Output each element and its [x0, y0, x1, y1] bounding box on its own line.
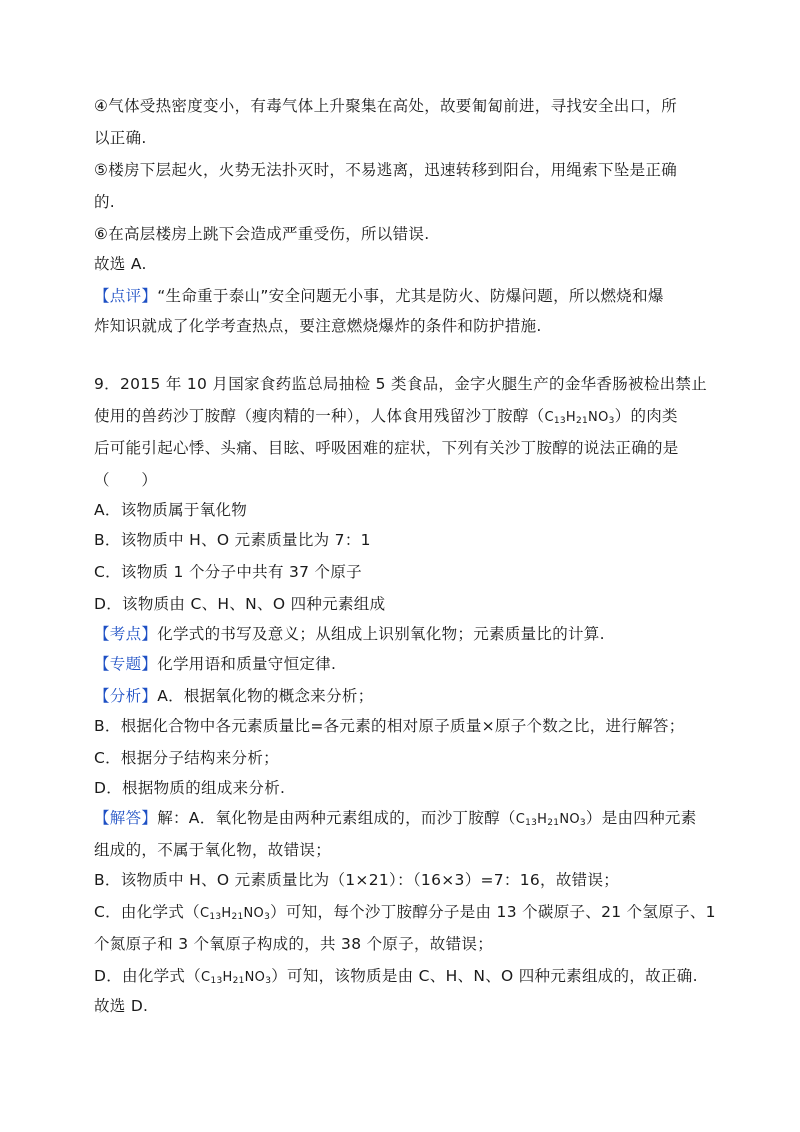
solution-line-5a: ⑤楼房下层起火，火势无法扑灭时，不易逃离，迅速转移到阳台，用绳索下坠是正确: [94, 161, 677, 179]
solution-line-4a: ④气体受热密度变小，有毒气体上升聚集在高处，故要匍匐前进，寻找安全出口，所: [94, 97, 677, 115]
jieda-line-c2: 个氮原子和 3 个氧原子构成的，共 38 个原子，故错误；: [94, 935, 493, 953]
jieda-line-a2: 组成的，不属于氧化物，故错误；: [94, 841, 332, 859]
formula: $C_{13}H_{21}NO_3$: [515, 812, 586, 828]
fenxi-line-b: B．根据化合物中各元素质量比=各元素的相对原子质量×原子个数之比，进行解答；: [94, 717, 685, 735]
option-a: A．该物质属于氧化物: [94, 501, 248, 519]
zhuanti-line: 【专题】化学用语和质量守恒定律.: [94, 655, 337, 673]
solution-line-4b: 以正确.: [94, 129, 147, 147]
formula: $C_{13}H_{21}NO_3$: [544, 410, 615, 426]
zhuanti-tag: 【专题】: [94, 655, 158, 673]
comment-tag: 【点评】: [94, 287, 158, 305]
option-b: B．该物质中 H、O 元素质量比为 7：1: [94, 531, 371, 549]
comment-line-b: 炸知识就成了化学考查热点，要注意燃烧爆炸的条件和防护措施.: [94, 317, 542, 335]
jieda-line-a1: 【解答】解：A．氧化物是由两种元素组成的，而沙丁胺醇$(C_{13}H_{21}NO_3)$是由四种元素: [94, 809, 697, 828]
kaodian-tag: 【考点】: [94, 625, 158, 643]
question-line-1: 9．2015 年 10 月国家食药监总局抽检 5 类食品，金字火腿生产的金华香肠被检出禁止: [94, 375, 708, 393]
fenxi-line-d: D．根据物质的组成来分析.: [94, 779, 286, 797]
fenxi-line: 【分析】A．根据氧化物的概念来分析；: [94, 687, 374, 705]
answer-8: 故选 A.: [94, 255, 147, 273]
solution-line-6: ⑥在高层楼房上跳下会造成严重受伤，所以错误.: [94, 225, 430, 243]
jieda-line-b: B．该物质中 H、O 元素质量比为（1×21）：（16×3）=7：16，故错误；: [94, 871, 620, 889]
jieda-tag: 【解答】: [94, 809, 158, 827]
question-line-4: （ ）: [94, 471, 158, 489]
fenxi-line-c: C．根据分子结构来分析；: [94, 749, 279, 767]
formula: $C_{13}H_{21}NO_3$: [199, 906, 271, 922]
kaodian-line: 【考点】化学式的书写及意义；从组成上识别氧化物；元素质量比的计算.: [94, 625, 605, 643]
jieda-line-d: D．由化学式$(C_{13}H_{21}NO_3)$可知，该物质是由 C、H、N、O 四种元素组成的，故正确.: [94, 967, 698, 986]
fenxi-tag: 【分析】: [94, 687, 158, 705]
comment-text-a: “生命重于泰山”安全问题无小事，尤其是防火、防爆问题，所以燃烧和爆: [157, 287, 664, 305]
question-line-3: 后可能引起心悸、头痛、目眩、呼吸困难的症状，下列有关沙丁胺醇的说法正确的是: [94, 439, 679, 457]
formula: $C_{13}H_{21}NO_3$: [201, 970, 272, 986]
comment-line-a: [94, 286, 664, 306]
answer-9: 故选 D.: [94, 997, 149, 1015]
solution-line-5b: 的.: [94, 193, 116, 211]
option-d: D．该物质由 C、H、N、O 四种元素组成: [94, 595, 386, 613]
jieda-line-c1: C．由化学式$(C_{13}H_{21}NO_3)$可知，每个沙丁胺醇分子是由 13 个碳原子、21 个氢原子、1: [94, 903, 716, 922]
option-c: C．该物质 1 个分子中共有 37 个原子: [94, 563, 362, 581]
question-line-2: 使用的兽药沙丁胺醇（瘦肉精的一种），人体食用残留沙丁胺醇$(C_{13}H_{21}NO_3)$的肉类: [94, 407, 678, 426]
